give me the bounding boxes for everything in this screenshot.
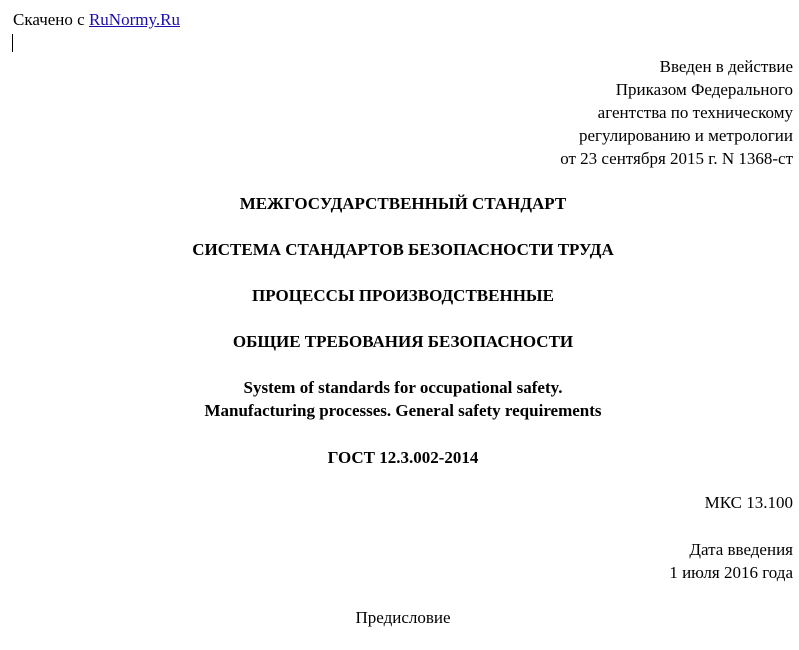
intro-line-1: Введен в действие	[659, 57, 793, 76]
english-title-line-2: Manufacturing processes. General safety requirements	[204, 401, 602, 420]
effective-date-value: 1 июля 2016 года	[669, 563, 793, 582]
gost-number: ГОСТ 12.3.002-2014	[327, 448, 479, 467]
text-cursor	[12, 34, 13, 52]
english-title-line-1: System of standards for occupational safety.	[243, 378, 563, 397]
introduction-note	[560, 55, 793, 170]
intro-line-5: от 23 сентября 2015 г. N 1368-ст	[560, 149, 793, 168]
download-prefix: Скачено с	[13, 10, 85, 29]
title-general-requirements: ОБЩИЕ ТРЕБОВАНИЯ БЕЗОПАСНОСТИ	[232, 332, 574, 351]
download-source-line	[13, 8, 180, 31]
mks-code: МКС 13.100	[704, 493, 793, 512]
effective-date-label: Дата введения	[689, 540, 793, 559]
title-production-processes: ПРОЦЕССЫ ПРОИЗВОДСТВЕННЫЕ	[252, 286, 554, 305]
intro-line-4: регулированию и метрологии	[578, 126, 793, 145]
intro-line-3: агентства по техническому	[597, 103, 793, 122]
title-safety-system: СИСТЕМА СТАНДАРТОВ БЕЗОПАСНОСТИ ТРУДА	[192, 240, 614, 259]
title-interstate-standard: МЕЖГОСУДАРСТВЕННЫЙ СТАНДАРТ	[239, 194, 567, 213]
runormy-link[interactable]: RuNormy.Ru	[88, 10, 180, 29]
intro-line-2: Приказом Федерального	[615, 80, 793, 99]
foreword-heading: Предисловие	[355, 608, 451, 627]
